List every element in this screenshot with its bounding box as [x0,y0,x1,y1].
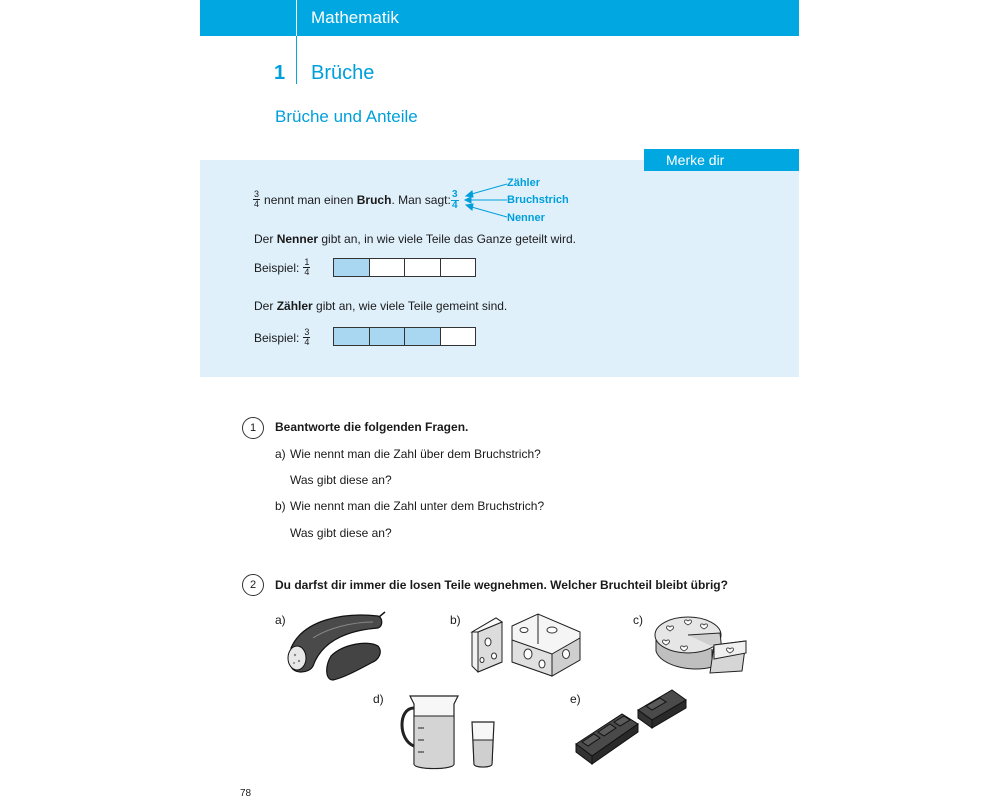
chapter-divider [296,36,297,84]
bar-cell-empty [405,259,441,276]
header-divider [296,0,297,36]
annotation-arrows [462,178,512,224]
task-1a-follow: Was gibt diese an? [290,473,392,487]
task-1a-question: Wie nennt man die Zahl über dem Bruchstrich? [290,447,541,461]
task-1b-question: Wie nennt man die Zahl unter dem Bruchstrich? [290,499,545,513]
bar-cell-filled [334,328,370,345]
bar-cell-filled [405,328,441,345]
example-2: Beispiel: $\frac{3}{4}$ [254,327,310,347]
example-2-fraction: $\frac{3}{4}$ [304,327,310,347]
bar-cell-filled [334,259,370,276]
merke-label: Merke dir [644,149,799,171]
annotation-nenner: Nenner [507,212,545,224]
annotated-fraction: $\frac{3}{4}$ [452,189,458,211]
task-2-title: Du darfst dir immer die losen Teile wegnehmen. Welcher Bruchteil bleibt übrig? [275,578,728,592]
zaehler-definition: Der Zähler gibt an, wie viele Teile gemeint sind. [254,299,508,313]
intro-text: nennt man einen Bruch. Man sagt: [264,192,451,207]
subject-title: Mathematik [311,8,399,27]
fraction-bar-1 [333,258,476,277]
fraction-bar-2 [333,327,476,346]
chocolate-icon [572,688,690,770]
task-1-title: Beantworte die folgenden Fragen. [275,420,469,434]
chapter-title: Brüche [311,62,375,84]
example-1-fraction: $\frac{1}{4}$ [304,257,310,277]
cheese-icon [468,610,583,686]
task-2c-label: c) [633,613,643,627]
task-2-number: 2 [242,574,264,596]
nenner-definition: Der Nenner gibt an, in wie viele Teile das Ganze geteilt wird. [254,232,576,246]
task-2d-label: d) [373,692,384,706]
task-2a-label: a) [275,613,286,627]
bar-cell-empty [370,259,406,276]
sausage-icon [283,608,388,686]
page-number: 78 [240,788,252,799]
section-title: Brüche und Anteile [275,107,418,126]
annotation-zaehler: Zähler [507,177,541,189]
task-2e-label: e) [570,692,581,706]
task-1b-follow: Was gibt diese an? [290,526,392,540]
task-1b-label: b) [275,499,286,513]
task-1a-label: a) [275,447,286,461]
task-2b-label: b) [450,613,461,627]
task-1-number: 1 [242,417,264,439]
header-bar [200,0,799,36]
intro-line [253,190,451,209]
cake-icon [650,605,750,687]
bar-cell-empty [441,259,476,276]
annotation-bruchstrich: Bruchstrich [507,194,569,206]
jug-and-glass-icon [396,690,504,772]
bar-cell-empty [441,328,476,345]
bar-cell-filled [370,328,406,345]
chapter-number: 1 [274,62,286,84]
intro-fraction: $\frac{3}{4}$ [254,189,260,209]
example-1: Beispiel: $\frac{1}{4}$ [254,257,310,277]
